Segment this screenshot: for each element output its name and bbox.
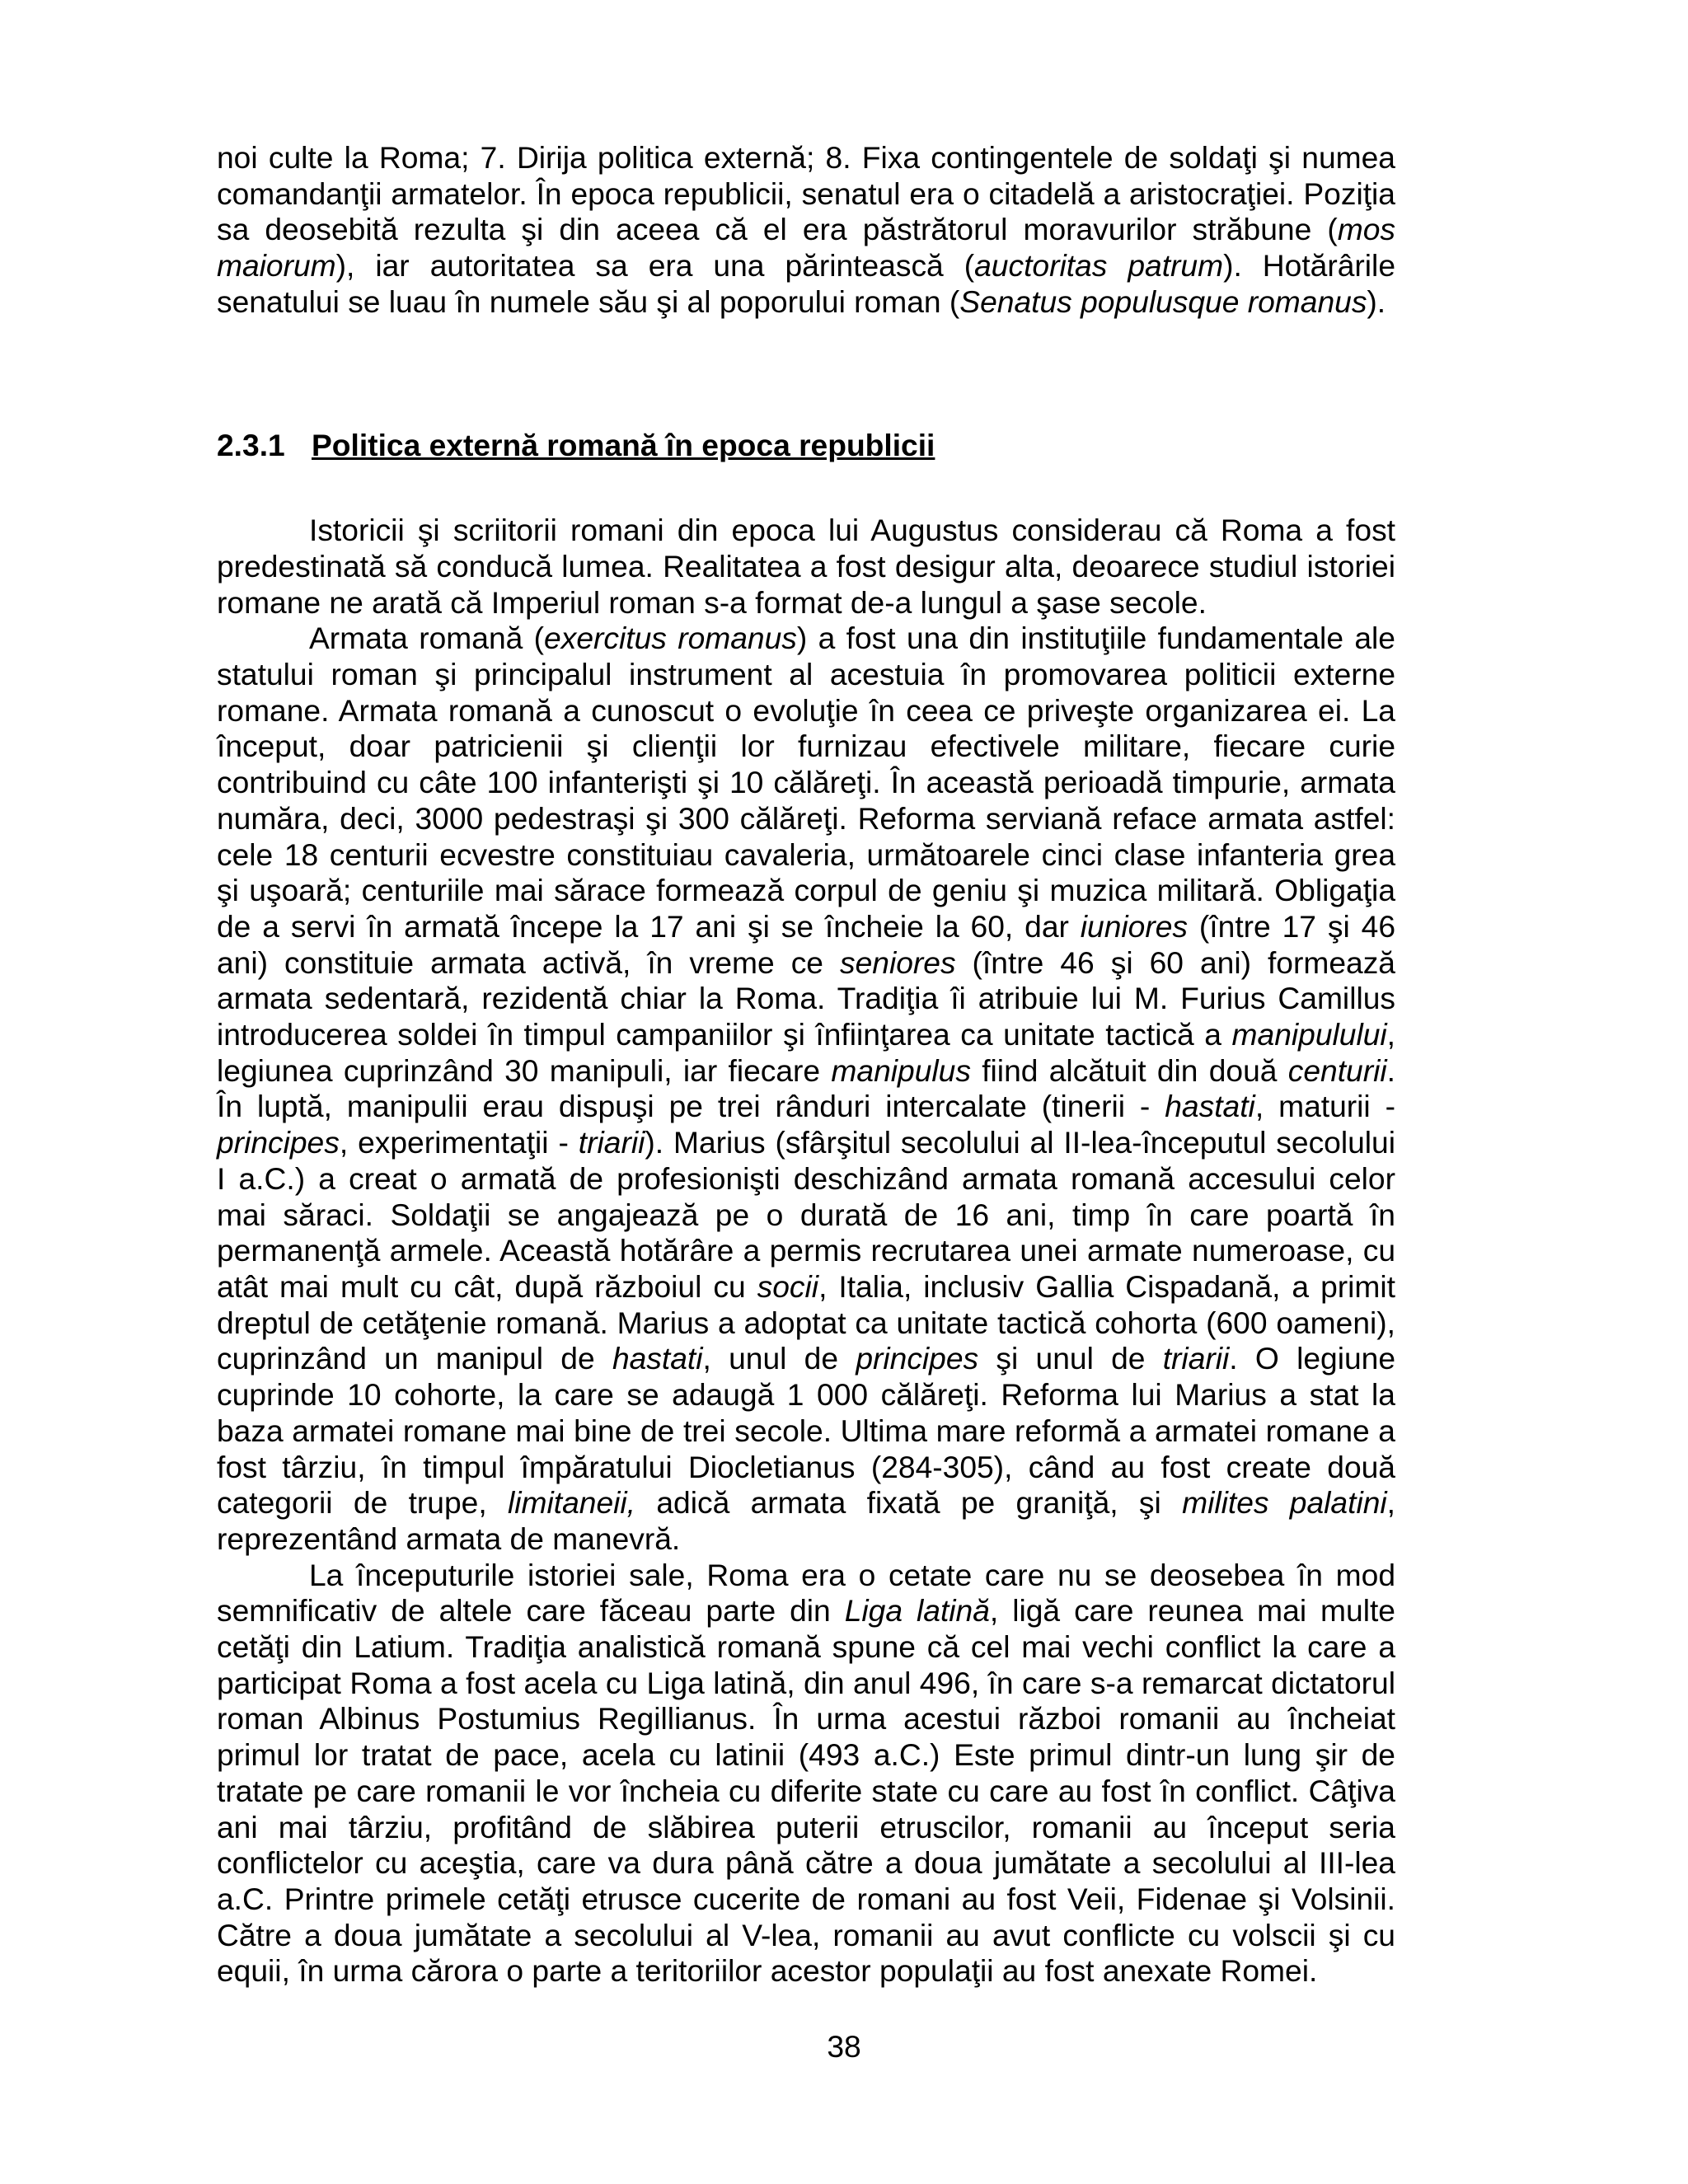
text-run: , Italia, inclusiv Gallia Cispadană, a primit dreptul de cetăţenie romană. Marius a adoptat ca unitate tactică cohorta (600 oameni), cuprinzând un manipul de [217,1268,1395,1376]
intro-paragraph [217,140,1395,321]
text-run: noi culte la Roma; 7. Dirija politica externă; 8. Fixa contingentele de soldaţi şi numea comandanţii armatelor. În epoca republicii, senatul era o citadelă a aristocraţiei. Poziţia sa deosebită rezulta şi din aceea că el era păstrătorul moravurilor străbune ( [217,140,1395,247]
text-run: , unul de [702,1341,856,1376]
document-page [217,140,1395,1990]
text-run: Istoricii şi scriitorii romani din epoca lui Augustus considerau că Roma a fost predestinată să conducă lumea. Realitatea a fost desigur alta, deoarece studiul istoriei romane ne arată că Imperiul roman s-a format de-a lungul a şase secole. [217,513,1395,620]
text-run: . O legiune cuprinde 10 cohorte, la care se adaugă 1 000 călăreţi. Reforma lui Marius a stat la baza armatei romane mai bine de trei secole. Ultima mare reformă a armatei romane a fost târziu, în timpul împăratului Diocletianus (284-305), când au fost create două categorii de trupe, [217,1341,1396,1521]
text-run: , experimentaţii - [339,1125,579,1160]
italic-term: centurii [1287,1052,1387,1088]
italic-term: hastati [612,1341,703,1376]
section-number: 2.3.1 [217,427,285,462]
italic-term: milites palatini [1182,1485,1387,1521]
text-run: şi unul de [978,1341,1163,1376]
text-run: . În luptă, manipulii erau dispuşi pe trei rânduri intercalate (tinerii - [217,1052,1395,1124]
text-run: Armata romană ( [309,621,545,656]
section-heading [217,428,1395,464]
text-run: adică armata fixată pe graniţă, şi [635,1485,1183,1521]
italic-term: triarii [1162,1341,1230,1376]
italic-term: hastati [1165,1089,1255,1124]
section-spacer [217,463,1395,513]
italic-term: principes [856,1341,979,1376]
italic-term: triarii [578,1125,645,1160]
text-run: ), iar autoritatea sa era una părintească ( [335,248,975,284]
italic-term: auctoritas patrum [974,248,1224,284]
text-run: La începuturile istoriei sale, Roma era o cetate care nu se deosebea în mod semnificativ de altele care făceau parte din [217,1557,1395,1629]
italic-term: seniores [839,944,956,980]
italic-term: iuniores [1080,908,1189,944]
text-run: ) a fost una din instituţiile fundamentale ale statului roman şi principalul instrument al acestuia în promovarea politicii externe romane. Armata romană a cunoscut o evoluţie în ceea ce priveşte organizarea ei. La început, doar patricienii şi clienţii lor furnizau efectivele militare, fiecare curie contribuind cu câte 100 infanterişti şi 10 călăreţi. În această perioadă timpurie, armata număra, deci, 3000 pedestraşi şi 300 călăreţi. Reforma serviană reface armata astfel: cele 18 centurii ecvestre constituiau cavaleria, următoarele cinci clase infanteria grea şi uşoară; centuriile mai sărace formează corpul de geniu şi muzica militară. Obligaţia de a servi în armată începe la 17 ani şi se încheie la 60, dar [217,621,1395,944]
text-run: , maturii - [1254,1089,1396,1124]
italic-term: Liga latină [844,1593,990,1629]
text-run: ). Marius (sfârşitul secolului al II-lea-începutul secolului I a.C.) a creat o armată de profesionişti deschizând armata romană accesului celor mai săraci. Soldaţii se angajează pe o durată de 16 ani, timp în care poartă în permanenţă armele. Această hotărâre a permis recrutarea unei armate numeroase, cu atât mai mult cu cât, după războiul cu [217,1125,1396,1304]
text-run: (între 46 şi 60 ani) formează armata sedentară, rezidentă chiar la Roma. Tradiţia îi atribuie lui M. Furius Camillus introducerea soldei în timpul campaniilor şi înfiinţarea ca unitate tactică a [217,944,1395,1052]
italic-term: Senatus populusque romanus [959,284,1367,319]
text-run: , ligă care reunea mai multe cetăţi din Latium. Tradiţia analistică romană spune că cel mai vechi conflict la care a participat Roma a fost acela cu Liga latină, din anul 496, în care s-a remarcat dictatorul roman Albinus Postumius Regillianus. În urma acestui război romanii au încheiat primul lor tratat de pace, acela cu latinii (493 a.C.) Este primul dintr-un lung şir de tratate pe care romanii le vor încheia cu diferite state cu care au fost în conflict. Câţiva ani mai târziu, profitând de slăbirea puterii etruscilor, romanii au început seria conflictelor cu aceştia, care va dura până către a doua jumătate a secolului al III-lea a.C. Printre primele cetăţi etrusce cucerite de romani au fost Veii, Fidenae şi Volsinii. Către a doua jumătate a secolului al V-lea, romanii au avut conflicte cu volscii şi cu equii, în urma cărora o parte a teritoriilor acestor populaţii au fost anexate Romei. [217,1593,1395,1989]
page-number: 38 [827,2029,861,2064]
paragraph-3 [217,1558,1395,1990]
text-run: ). Hotărârile senatului se luau în numele său şi al poporului roman ( [217,248,1395,319]
italic-term: manipulului [1231,1017,1387,1052]
paragraph-1 [217,513,1395,621]
italic-term: mos maiorum [217,212,1395,284]
italic-term: manipulus [831,1052,971,1088]
italic-term: exercitus romanus [544,621,797,656]
text-run: , legiunea cuprinzând 30 manipuli, iar fiecare [217,1017,1395,1088]
italic-term: limitaneii, [508,1485,636,1521]
text-run: ). [1367,284,1386,319]
text-run: fiind alcătuit din două [970,1052,1288,1088]
italic-term: socii [757,1268,819,1304]
text-run: , reprezentând armata de manevră. [217,1485,1395,1556]
paragraph-2 [217,621,1395,1557]
section-title: Politica externă romană în epoca republicii [312,427,935,462]
italic-term: principes [217,1125,340,1160]
text-run: (între 17 şi 46 ani) constituie armata activă, în vreme ce [217,908,1395,980]
